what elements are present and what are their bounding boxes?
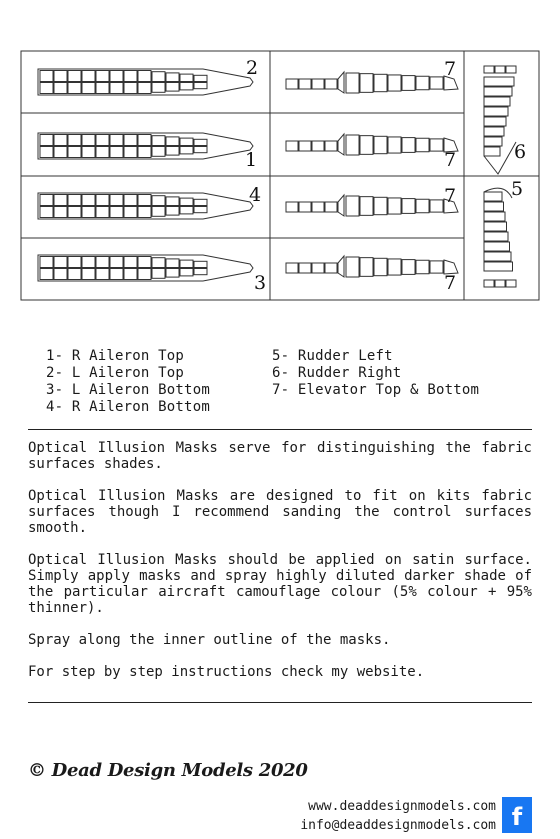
mask-segment (40, 269, 53, 280)
mask-segment (484, 202, 504, 211)
mask-segment (82, 269, 95, 280)
mask-segment (180, 269, 193, 276)
mask-segment (194, 199, 207, 205)
website-link[interactable]: www.deaddesignmodels.com (308, 799, 496, 814)
mask-segment (110, 257, 123, 268)
mask-segment (484, 252, 511, 261)
mask-segment (68, 135, 81, 146)
mask-segment (506, 280, 516, 287)
mask-segment (194, 269, 207, 275)
mask-segment (484, 117, 506, 126)
mask-segment (495, 66, 505, 73)
mask-segment (346, 135, 359, 155)
instruction-paragraph: Optical Illusion Masks should be applied on satin surface. Simply apply masks and spray highly diluted darker shade of the particular aircraft camouflage colour (5% colour + 95% thinner). (28, 552, 532, 616)
mask-segment (346, 257, 359, 277)
rudder-mask (484, 188, 516, 287)
aileron-mask (38, 133, 253, 159)
cell-number: 6 (514, 141, 527, 163)
elevator-mask (286, 195, 458, 216)
mask-segment (286, 202, 298, 212)
mask-segment (166, 259, 179, 268)
mask-segment (166, 137, 179, 146)
mask-segment (110, 83, 123, 94)
cell-number: 3 (254, 272, 267, 294)
mask-segment (299, 79, 311, 89)
mask-segment (402, 260, 415, 275)
mask-sheet-drawing (0, 0, 560, 320)
mask-segment (180, 207, 193, 214)
mask-segment (388, 75, 401, 91)
mask-segment (68, 195, 81, 206)
mask-segment (484, 192, 502, 201)
cell-number: 5 (511, 178, 524, 200)
mask-segment (180, 83, 193, 90)
mask-segment (299, 263, 311, 273)
mask-segment (402, 76, 415, 91)
mask-segment (152, 269, 165, 279)
legend-item: 7- Elevator Top & Bottom (272, 382, 480, 398)
mask-segment (96, 269, 109, 280)
elevator-mask (286, 256, 458, 277)
mask-segment (124, 207, 137, 218)
email-link[interactable]: info@deaddesignmodels.com (300, 818, 496, 833)
mask-segment (484, 77, 514, 86)
mask-segment (82, 257, 95, 268)
mask-segment (374, 136, 387, 153)
instruction-paragraph: Optical Illusion Masks are designed to fit on kits fabric surfaces though I recommend sanding the control surfaces smooth. (28, 488, 532, 536)
mask-segment (124, 269, 137, 280)
facebook-icon[interactable]: f (502, 797, 532, 833)
legend-right-column (272, 348, 479, 399)
mask-segment (40, 71, 53, 82)
contact-info (300, 797, 496, 835)
mask-segment (484, 127, 504, 136)
mask-segment (402, 138, 415, 153)
mask-segment (54, 71, 67, 82)
mask-segment (430, 139, 443, 151)
mask-segment (68, 71, 81, 82)
mask-segment (152, 72, 165, 82)
mask-segment (338, 256, 344, 277)
mask-segment (40, 207, 53, 218)
mask-segment (68, 83, 81, 94)
cell-number: 1 (245, 149, 258, 171)
mask-segment (506, 66, 516, 73)
cell-number: 7 (444, 272, 457, 294)
mask-segment (82, 195, 95, 206)
mask-segment (138, 147, 151, 158)
mask-segment (299, 141, 311, 151)
mask-segment (484, 107, 508, 116)
mask-segment (360, 197, 373, 216)
mask-segment (484, 242, 510, 251)
mask-segment (96, 147, 109, 158)
legend-left-column (46, 348, 210, 416)
instruction-paragraph: Spray along the inner outline of the masks. (28, 632, 391, 648)
mask-segment (338, 72, 344, 93)
mask-segment (54, 83, 67, 94)
mask-segment (96, 83, 109, 94)
mask-segment (124, 195, 137, 206)
mask-segment (430, 77, 443, 89)
mask-segment (299, 202, 311, 212)
mask-segment (312, 263, 324, 273)
mask-segment (96, 207, 109, 218)
legend-item: 3- L Aileron Bottom (46, 382, 210, 398)
mask-segment (166, 207, 179, 216)
mask-segment (360, 258, 373, 277)
mask-segment (138, 269, 151, 280)
mask-segment (138, 257, 151, 268)
mask-segment (138, 71, 151, 82)
mask-segment (194, 147, 207, 153)
mask-segment (360, 136, 373, 155)
elevator-mask (286, 134, 458, 155)
legend-item: 5- Rudder Left (272, 348, 393, 364)
mask-segment (194, 139, 207, 145)
mask-segment (40, 195, 53, 206)
mask-segment (346, 196, 359, 216)
divider-bottom (28, 702, 532, 703)
legend-item: 1- R Aileron Top (46, 348, 185, 364)
mask-segment (484, 232, 508, 241)
mask-segment (374, 197, 387, 214)
mask-segment (495, 280, 505, 287)
aileron-mask (38, 69, 253, 95)
mask-segment (484, 66, 494, 73)
mask-segment (96, 135, 109, 146)
mask-segment (286, 141, 298, 151)
mask-segment (54, 207, 67, 218)
mask-segment (325, 263, 337, 273)
mask-segment (138, 207, 151, 218)
mask-segment (180, 147, 193, 154)
mask-segment (484, 212, 505, 221)
mask-segment (194, 261, 207, 267)
mask-segment (82, 83, 95, 94)
mask-segment (124, 83, 137, 94)
mask-segment (180, 138, 193, 145)
mask-segment (312, 79, 324, 89)
mask-segment (180, 260, 193, 267)
mask-segment (138, 135, 151, 146)
mask-segment (346, 73, 359, 93)
cell-number: 7 (444, 149, 457, 171)
mask-segment (152, 83, 165, 93)
mask-segment (152, 258, 165, 268)
mask-segment (484, 137, 502, 146)
mask-segment (138, 195, 151, 206)
mask-segment (180, 74, 193, 81)
mask-segment (152, 136, 165, 146)
mask-sheet (0, 0, 560, 320)
mask-segment (152, 147, 165, 157)
instruction-paragraph: Optical Illusion Masks serve for distinguishing the fabric surfaces shades. (28, 440, 532, 472)
cell-number: 4 (249, 184, 262, 206)
mask-segment (82, 135, 95, 146)
mask-segment (166, 269, 179, 278)
mask-segment (166, 83, 179, 92)
rudder-mask (484, 66, 516, 174)
cell-number: 7 (444, 185, 457, 207)
mask-segment (484, 147, 500, 156)
mask-segment (54, 257, 67, 268)
mask-segment (110, 207, 123, 218)
mask-segment (338, 134, 344, 155)
mask-segment (96, 195, 109, 206)
mask-segment (54, 147, 67, 158)
mask-segment (430, 200, 443, 212)
mask-segment (416, 138, 429, 152)
mask-segment (68, 269, 81, 280)
mask-segment (96, 257, 109, 268)
aileron-mask (38, 255, 253, 281)
mask-segment (416, 260, 429, 274)
mask-segment (124, 147, 137, 158)
mask-segment (484, 97, 510, 106)
mask-segment (82, 71, 95, 82)
mask-segment (388, 259, 401, 275)
mask-segment (110, 71, 123, 82)
cell-number: 7 (444, 58, 457, 80)
mask-segment (110, 269, 123, 280)
mask-segment (124, 257, 137, 268)
mask-segment (194, 207, 207, 213)
mask-segment (194, 75, 207, 81)
aileron-mask (38, 193, 253, 219)
mask-segment (484, 262, 513, 271)
mask-segment (194, 83, 207, 89)
mask-segment (138, 83, 151, 94)
mask-segment (82, 207, 95, 218)
mask-segment (338, 195, 344, 216)
mask-segment (325, 141, 337, 151)
mask-segment (96, 71, 109, 82)
mask-segment (110, 135, 123, 146)
copyright-notice: © Dead Design Models 2020 (28, 760, 308, 781)
mask-segment (40, 135, 53, 146)
mask-segment (484, 222, 507, 231)
mask-segment (374, 258, 387, 275)
mask-segment (152, 196, 165, 206)
mask-segment (325, 79, 337, 89)
mask-segment (180, 198, 193, 205)
mask-segment (68, 207, 81, 218)
mask-segment (484, 87, 512, 96)
mask-segment (40, 147, 53, 158)
mask-segment (40, 257, 53, 268)
cell-number: 2 (246, 57, 259, 79)
mask-segment (54, 269, 67, 280)
mask-segment (110, 195, 123, 206)
legend-item: 4- R Aileron Bottom (46, 399, 210, 415)
mask-segment (68, 147, 81, 158)
mask-segment (166, 147, 179, 156)
mask-segment (325, 202, 337, 212)
mask-segment (430, 261, 443, 273)
legend-item: 2- L Aileron Top (46, 365, 185, 381)
mask-segment (360, 74, 373, 93)
mask-segment (416, 76, 429, 90)
elevator-mask (286, 72, 458, 93)
mask-segment (286, 263, 298, 273)
mask-segment (374, 74, 387, 91)
mask-segment (152, 207, 165, 217)
mask-segment (124, 135, 137, 146)
mask-segment (54, 135, 67, 146)
mask-segment (54, 195, 67, 206)
mask-segment (402, 199, 415, 214)
instructions (28, 440, 532, 696)
mask-segment (40, 83, 53, 94)
mask-segment (110, 147, 123, 158)
mask-segment (124, 71, 137, 82)
mask-segment (166, 197, 179, 206)
mask-segment (166, 73, 179, 82)
mask-segment (484, 280, 494, 287)
mask-segment (82, 147, 95, 158)
mask-segment (484, 188, 512, 198)
mask-segment (312, 141, 324, 151)
divider-top (28, 429, 532, 430)
mask-segment (388, 198, 401, 214)
legend-item: 6- Rudder Right (272, 365, 402, 381)
mask-segment (68, 257, 81, 268)
mask-segment (312, 202, 324, 212)
mask-segment (388, 137, 401, 153)
instruction-paragraph: For step by step instructions check my website. (28, 664, 425, 680)
mask-segment (416, 199, 429, 213)
mask-segment (286, 79, 298, 89)
